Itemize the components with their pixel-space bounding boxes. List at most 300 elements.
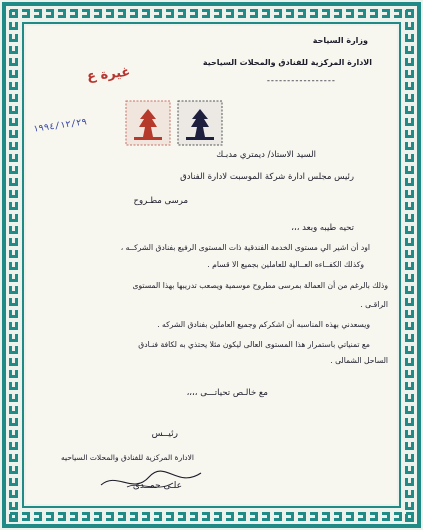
department-name: الادارة المركزية للفنادق والمحلات السياحية (202, 58, 372, 67)
border-key (15, 454, 18, 459)
border-key (9, 39, 18, 42)
border-key (399, 512, 402, 521)
border-key (303, 512, 306, 521)
border-key (9, 519, 18, 522)
border-key (9, 27, 18, 30)
border-key (411, 262, 414, 267)
ministry-name: وزارة السياحة (312, 36, 368, 45)
border-key (15, 178, 18, 183)
body-line: وذلك بالرغم من أن العمالة بمرسى مطروح موسمية ويصعب تدريبها بهذا المستوى (132, 281, 388, 290)
border-key (310, 15, 315, 18)
border-key (405, 39, 414, 42)
border-key (15, 58, 18, 63)
border-key (75, 9, 78, 18)
border-key (219, 512, 222, 521)
border-key (411, 82, 414, 87)
border-key (9, 435, 18, 438)
border-key (147, 9, 150, 18)
handwritten-note: غيرة ع (86, 64, 132, 85)
border-key (130, 518, 135, 521)
border-key (226, 15, 231, 18)
border-key (15, 346, 18, 351)
border-key (405, 315, 414, 318)
border-key (405, 135, 414, 138)
border-key (405, 327, 414, 330)
border-key (405, 423, 414, 426)
border-key (405, 219, 414, 222)
border-key (226, 518, 231, 521)
border-key (9, 279, 18, 282)
border-key (322, 518, 327, 521)
border-key (405, 483, 414, 486)
body-line: الساحل الشمالى . (330, 356, 388, 365)
border-key (106, 518, 111, 521)
border-key (405, 291, 414, 294)
border-key (411, 22, 414, 27)
border-key (411, 358, 414, 363)
border-key (274, 518, 279, 521)
border-key (166, 518, 171, 521)
border-key (15, 190, 18, 195)
border-key (15, 322, 18, 327)
border-key (15, 226, 18, 231)
border-key (405, 363, 414, 366)
revenue-stamps (122, 97, 232, 149)
border-key (405, 255, 414, 258)
border-key (9, 171, 18, 174)
border-key (394, 518, 399, 521)
border-key (214, 518, 219, 521)
border-key (291, 9, 294, 18)
border-key (411, 442, 414, 447)
border-key (370, 518, 375, 521)
border-key (346, 518, 351, 521)
border-key (405, 63, 414, 66)
border-key (15, 442, 18, 447)
border-key (87, 9, 90, 18)
border-line (22, 506, 401, 508)
border-key (9, 159, 18, 162)
border-key (22, 15, 27, 18)
border-key (15, 22, 18, 27)
body-line: مع تمنياتي باستمرار هذا المستوى العالى ليكون مثلا يحتذي به لكافة فنـادق (138, 340, 370, 349)
border-key (411, 286, 414, 291)
border-key (15, 142, 18, 147)
border-key (159, 9, 162, 18)
border-key (178, 518, 183, 521)
border-key (171, 512, 174, 521)
border-key (291, 512, 294, 521)
border-key (9, 291, 18, 294)
border-key (135, 512, 138, 521)
border-key (411, 334, 414, 339)
border-key (15, 394, 18, 399)
border-key (411, 10, 414, 15)
border-key (15, 490, 18, 495)
border-key (250, 15, 255, 18)
border-key (231, 512, 234, 521)
border-key (9, 255, 18, 258)
border-key (202, 518, 207, 521)
border-key (405, 99, 414, 102)
border-key (411, 94, 414, 99)
border-key (9, 327, 18, 330)
border-key (382, 15, 387, 18)
border-key (123, 512, 126, 521)
border-key (87, 512, 90, 521)
border-key (15, 514, 18, 519)
border-key (9, 387, 18, 390)
border-key (9, 147, 18, 150)
border-key (9, 87, 18, 90)
border-key (39, 512, 42, 521)
border-key (9, 63, 18, 66)
border-key (405, 171, 414, 174)
border-key (195, 9, 198, 18)
recipient-salutation: السيد الاستاذ/ ديمتري مدبـك (216, 150, 316, 160)
border-key (15, 202, 18, 207)
border-key (46, 15, 51, 18)
border-key (238, 518, 243, 521)
border-key (315, 9, 318, 18)
border-key (154, 15, 159, 18)
border-key (15, 238, 18, 243)
border-key (411, 70, 414, 75)
border-key (63, 9, 66, 18)
border-key (405, 495, 414, 498)
border-key (411, 46, 414, 51)
border-key (171, 9, 174, 18)
border-key (9, 207, 18, 210)
border-key (315, 512, 318, 521)
border-key (51, 9, 54, 18)
border-key (15, 478, 18, 483)
border-key (411, 514, 414, 519)
border-key (9, 339, 18, 342)
border-key (15, 502, 18, 507)
border-key (351, 512, 354, 521)
border-key (9, 471, 18, 474)
border-key (387, 9, 390, 18)
border-key (411, 310, 414, 315)
border-key (334, 518, 339, 521)
date-stamp: ١٩٩٤/١٢/٢٩ (32, 117, 88, 135)
border-key (9, 267, 18, 270)
border-key (310, 518, 315, 521)
border-key (411, 322, 414, 327)
border-key (183, 512, 186, 521)
border-key (15, 274, 18, 279)
border-key (411, 346, 414, 351)
border-key (298, 518, 303, 521)
border-key (346, 15, 351, 18)
border-key (9, 423, 18, 426)
border-key (411, 58, 414, 63)
border-key (142, 15, 147, 18)
border-key (405, 183, 414, 186)
border-key (15, 10, 18, 15)
border-key (142, 518, 147, 521)
signatory-department: الادارة المركزية للفنادق والمحلات السياحيه (60, 453, 194, 462)
body-line: الراقـى . (360, 300, 388, 309)
border-key (411, 466, 414, 471)
border-key (405, 387, 414, 390)
border-key (15, 298, 18, 303)
border-key (303, 9, 306, 18)
border-key (411, 430, 414, 435)
border-key (9, 411, 18, 414)
border-key (411, 382, 414, 387)
border-key (9, 123, 18, 126)
border-key (130, 15, 135, 18)
border-key (405, 339, 414, 342)
border-line (22, 22, 24, 508)
border-key (34, 15, 39, 18)
border-key (405, 375, 414, 378)
border-key (190, 15, 195, 18)
border-key (58, 518, 63, 521)
border-key (15, 310, 18, 315)
border-key (190, 518, 195, 521)
signatory-role: رئيــس (151, 429, 178, 439)
closing: مع خالـص تحياتـــى ،،،، (186, 388, 268, 398)
border-key (15, 214, 18, 219)
border-key (411, 190, 414, 195)
border-key (405, 399, 414, 402)
border-key (405, 243, 414, 246)
border-line (399, 22, 401, 508)
border-key (15, 106, 18, 111)
border-key (298, 15, 303, 18)
border-line (2, 2, 6, 528)
border-key (9, 231, 18, 234)
border-key (82, 518, 87, 521)
border-key (411, 226, 414, 231)
border-key (411, 274, 414, 279)
border-key (405, 303, 414, 306)
border-line (2, 2, 421, 6)
border-key (351, 9, 354, 18)
border-key (15, 358, 18, 363)
border-key (15, 46, 18, 51)
border-key (9, 303, 18, 306)
border-key (405, 507, 414, 510)
border-key (15, 250, 18, 255)
border-key (9, 459, 18, 462)
border-key (405, 15, 414, 18)
border-key (411, 202, 414, 207)
border-key (405, 159, 414, 162)
border-key (15, 370, 18, 375)
border-key (411, 490, 414, 495)
greeting: تحيه طيبه وبعد ،،، (291, 223, 354, 233)
border-key (394, 15, 399, 18)
border-key (267, 9, 270, 18)
border-key (411, 502, 414, 507)
border-key (111, 9, 114, 18)
border-key (411, 118, 414, 123)
border-key (51, 512, 54, 521)
border-key (94, 518, 99, 521)
border-key (405, 87, 414, 90)
border-key (327, 512, 330, 521)
body-line: ويسعدني بهذه المناسبه أن اشكركم وجميع العاملين بفنادق الشركه . (157, 320, 370, 329)
border-key (15, 130, 18, 135)
border-key (15, 70, 18, 75)
border-key (363, 9, 366, 18)
border-key (411, 250, 414, 255)
border-key (339, 9, 342, 18)
border-key (9, 351, 18, 354)
border-key (15, 34, 18, 39)
border-key (15, 262, 18, 267)
border-key (279, 9, 282, 18)
border-key (15, 406, 18, 411)
border-key (405, 351, 414, 354)
border-key (255, 512, 258, 521)
border-key (202, 15, 207, 18)
border-key (9, 363, 18, 366)
border-key (411, 154, 414, 159)
border-key (411, 238, 414, 243)
border-key (274, 15, 279, 18)
border-key (358, 518, 363, 521)
border-key (15, 382, 18, 387)
border-key (405, 411, 414, 414)
border-key (411, 418, 414, 423)
border-line (22, 22, 401, 24)
border-key (411, 130, 414, 135)
border-key (15, 166, 18, 171)
border-key (9, 99, 18, 102)
border-line (417, 2, 421, 528)
border-key (411, 142, 414, 147)
border-key (46, 518, 51, 521)
border-key (411, 178, 414, 183)
border-key (9, 507, 18, 510)
border-key (9, 219, 18, 222)
border-key (411, 406, 414, 411)
border-key (405, 279, 414, 282)
border-key (411, 394, 414, 399)
border-key (15, 94, 18, 99)
border-key (99, 512, 102, 521)
border-key (22, 518, 27, 521)
border-key (9, 111, 18, 114)
border-key (405, 519, 414, 522)
border-key (405, 123, 414, 126)
border-key (405, 267, 414, 270)
border-key (405, 75, 414, 78)
border-key (411, 370, 414, 375)
border-key (375, 512, 378, 521)
letter-page (27, 27, 394, 500)
border-key (166, 15, 171, 18)
border-key (15, 466, 18, 471)
border-key (405, 435, 414, 438)
border-key (70, 518, 75, 521)
border-key (405, 459, 414, 462)
border-key (405, 51, 414, 54)
border-key (183, 9, 186, 18)
border-key (75, 512, 78, 521)
border-key (70, 15, 75, 18)
border-key (34, 518, 39, 521)
border-key (322, 15, 327, 18)
border-key (327, 9, 330, 18)
border-key (411, 166, 414, 171)
border-key (9, 243, 18, 246)
border-key (9, 483, 18, 486)
border-key (411, 454, 414, 459)
border-key (405, 27, 414, 30)
border-key (262, 518, 267, 521)
border-key (411, 478, 414, 483)
border-key (195, 512, 198, 521)
border-key (255, 9, 258, 18)
border-key (15, 334, 18, 339)
border-key (15, 286, 18, 291)
border-key (405, 147, 414, 150)
border-key (9, 399, 18, 402)
border-key (9, 195, 18, 198)
border-key (339, 512, 342, 521)
border-key (411, 34, 414, 39)
border-key (118, 518, 123, 521)
border-key (267, 512, 270, 521)
border-key (363, 512, 366, 521)
border-key (9, 495, 18, 498)
border-key (111, 512, 114, 521)
border-key (15, 154, 18, 159)
border-key (123, 9, 126, 18)
border-key (147, 512, 150, 521)
border-key (405, 111, 414, 114)
border-key (405, 231, 414, 234)
body-line: وكذلك الكفــاءه العــالية للعاملين بجميع الا قسام . (207, 260, 364, 269)
border-key (405, 207, 414, 210)
border-key (334, 15, 339, 18)
border-key (9, 15, 18, 18)
border-key (370, 15, 375, 18)
border-key (15, 82, 18, 87)
recipient-location: مرسى مطـروح (133, 196, 188, 206)
border-key (399, 9, 402, 18)
border-key (286, 15, 291, 18)
border-key (15, 118, 18, 123)
border-key (94, 15, 99, 18)
border-key (99, 9, 102, 18)
border-key (9, 315, 18, 318)
border-key (118, 15, 123, 18)
border-key (9, 135, 18, 138)
border-key (405, 447, 414, 450)
border-key (219, 9, 222, 18)
border-key (250, 518, 255, 521)
border-key (135, 9, 138, 18)
border-key (27, 512, 30, 521)
border-key (411, 298, 414, 303)
border-key (243, 9, 246, 18)
border-key (279, 512, 282, 521)
border-key (382, 518, 387, 521)
border-key (238, 15, 243, 18)
border-key (262, 15, 267, 18)
border-key (387, 512, 390, 521)
body-line: اود أن اشير الي مستوى الخدمة الفندقية ذات المستوى الرفيع بفنادق الشركــه ، (120, 243, 370, 252)
border-key (9, 51, 18, 54)
border-key (231, 9, 234, 18)
